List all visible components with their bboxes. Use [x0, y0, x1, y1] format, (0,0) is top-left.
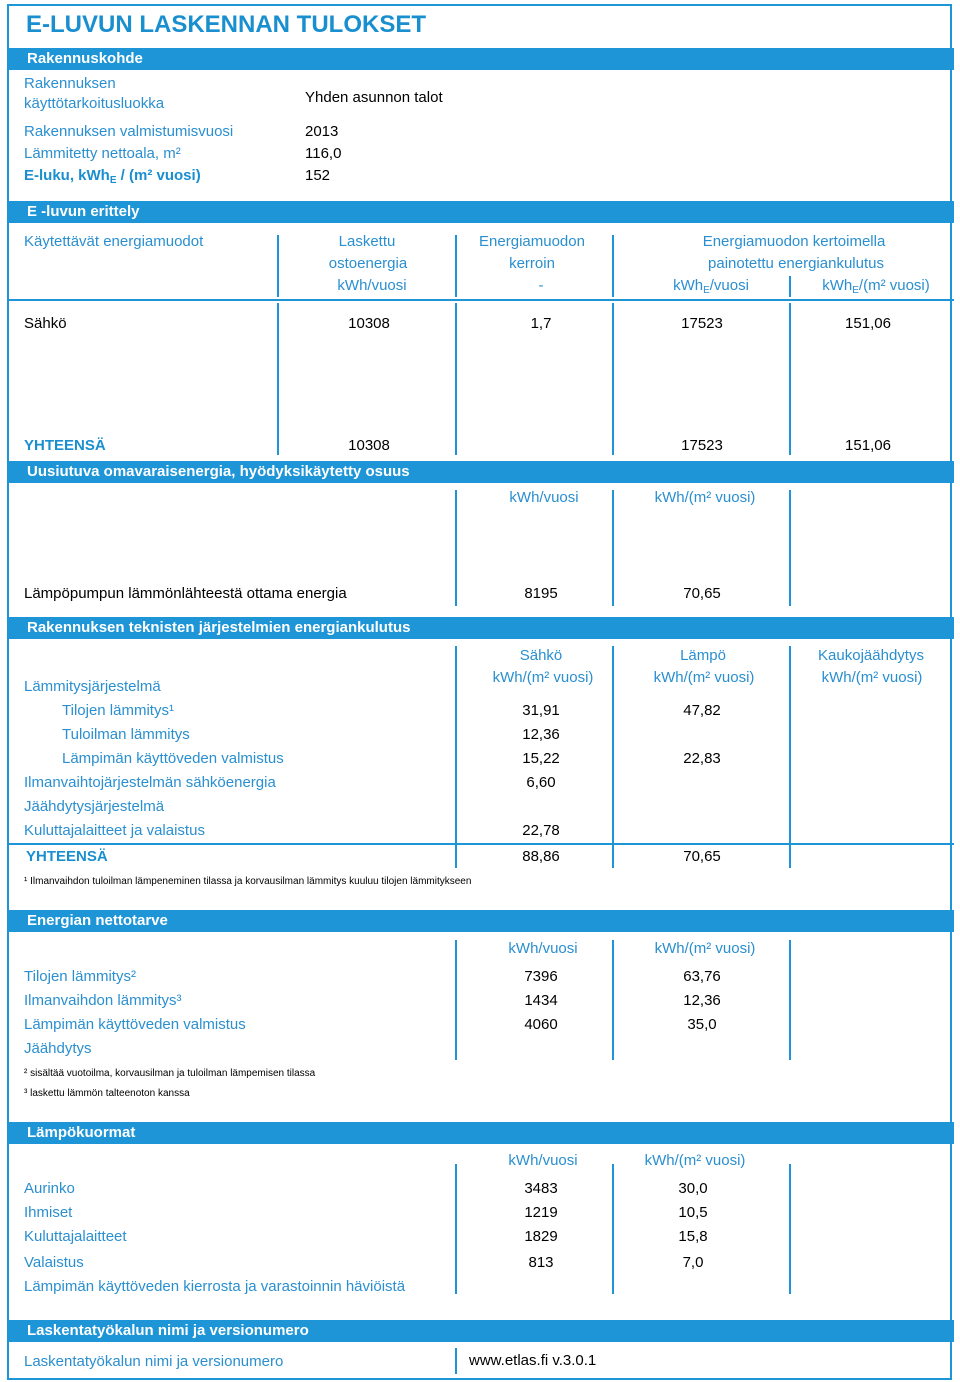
lampokuormat-row-v1: 813: [528, 1254, 554, 1271]
col-painotettu-unit-a: kWh$_E$/vuosi: [673, 277, 749, 296]
lampokuormat-row-label: Lämpimän käyttöveden kierrosta ja varastoinnin häviöistä: [24, 1278, 406, 1295]
tekniset-footnote: ¹ Ilmanvaihdon tuloilman lämpeneminen tilassa ja korvausilman lämmitys kuuluu tilojen lämmitykseen: [24, 876, 472, 887]
tekniset-tilojen-lampo: 47,82: [683, 702, 721, 719]
lampokuormat-row-v2: 7,0: [682, 1254, 704, 1271]
lampokuormat-row-v2: 15,8: [678, 1228, 708, 1245]
col-kerroin-l1: Energiamuodon: [479, 233, 585, 250]
nettotarve-row-v1: 7396: [524, 968, 558, 985]
row-label-sahko: Sähkö: [24, 315, 67, 332]
lampokuormat-row-v2: 30,0: [678, 1180, 708, 1197]
column-divider: [455, 646, 457, 868]
value-eluku: 152: [305, 167, 331, 184]
erittely-total-painotettu-m2: 151,06: [845, 437, 891, 454]
nettotarve-row-label: Ilmanvaihdon lämmitys³: [24, 992, 182, 1009]
lampokuormat-unit2: kWh/(m² vuosi): [644, 1152, 746, 1169]
nettotarve-row-v2: 35,0: [687, 1016, 717, 1033]
page-title: E-LUVUN LASKENNAN TULOKSET: [26, 11, 426, 38]
erittely-total-painotettu: 17523: [681, 437, 723, 454]
tekniset-jaahdytys-label: Jäähdytysjärjestelmä: [24, 798, 165, 815]
column-divider: [789, 1164, 791, 1294]
value-valmistumisvuosi: 2013: [305, 123, 339, 140]
tyokalu-value: www.etlas.fi v.3.0.1: [469, 1352, 597, 1369]
tekniset-kuluttaja-label: Kuluttajalaitteet ja valaistus: [24, 822, 205, 839]
erittely-total-label: YHTEENSÄ: [24, 437, 106, 454]
lampokuormat-row-v2: 10,5: [678, 1204, 708, 1221]
column-divider: [612, 1164, 614, 1294]
label-nettoala: Lämmitetty nettoala, m²: [24, 145, 181, 162]
value-kayttotarkoitus: Yhden asunnon talot: [305, 89, 443, 106]
tekniset-kayttovesi-label: Lämpimän käyttöveden valmistus: [62, 750, 284, 767]
column-divider: [612, 646, 614, 868]
tekniset-kuluttaja-sahko: 22,78: [522, 822, 560, 839]
tyokalu-label: Laskentatyökalun nimi ja versionumero: [24, 1353, 284, 1370]
section-header-nettotarve: Energian nettotarve: [9, 910, 954, 932]
nettotarve-row-label: Jäähdytys: [24, 1040, 92, 1057]
column-divider: [455, 235, 457, 297]
section-header-uusiutuva: Uusiutuva omavaraisenergia, hyödyksikäytetty osuus: [9, 461, 954, 483]
tekniset-kayttovesi-lampo: 22,83: [683, 750, 721, 767]
label-kayttotarkoitus-line2: käyttötarkoitusluokka: [24, 95, 165, 112]
column-divider: [612, 303, 614, 455]
column-divider: [455, 940, 457, 1060]
section-header-rakennuskohde: Rakennuskohde: [9, 48, 954, 70]
col-ostoenergia-unit: kWh/vuosi: [337, 277, 407, 294]
tekniset-col-lampo: Lämpö: [680, 647, 726, 664]
column-divider: [789, 276, 791, 297]
label-eluku: E-luku, kWh$_E$ / (m² vuosi): [24, 167, 201, 186]
uusiutuva-unit2: kWh/(m² vuosi): [654, 489, 756, 506]
section-header-tekniset: Rakennuksen teknisten järjestelmien energiankulutus: [9, 617, 954, 639]
lampokuormat-row-label: Aurinko: [24, 1180, 75, 1197]
row-sahko-painotettu: 17523: [681, 315, 723, 332]
tekniset-tuloilman-label: Tuloilman lämmitys: [62, 726, 190, 743]
label-valmistumisvuosi: Rakennuksen valmistumisvuosi: [24, 123, 234, 140]
col-painotettu-l1: Energiamuodon kertoimella: [702, 233, 886, 250]
col-painotettu-l2: painotettu energiankulutus: [708, 255, 884, 272]
tekniset-col-kauko: Kaukojäähdytys: [818, 647, 924, 664]
nettotarve-row-v1: 1434: [524, 992, 558, 1009]
col-ostoenergia-l1: Laskettu: [338, 233, 396, 250]
label-kayttotarkoitus-line1: Rakennuksen: [24, 75, 116, 92]
column-divider: [789, 646, 791, 868]
nettotarve-row-v2: 63,76: [683, 968, 721, 985]
column-divider: [277, 235, 279, 297]
uusiutuva-row-v2: 70,65: [683, 585, 721, 602]
nettotarve-footnote3: ³ laskettu lämmön talteenoton kanssa: [24, 1088, 190, 1099]
nettotarve-row-v2: 12,36: [683, 992, 721, 1009]
nettotarve-row-v1: 4060: [524, 1016, 558, 1033]
header-separator: [9, 299, 954, 301]
tekniset-total-sahko: 88,86: [522, 848, 560, 865]
col-painotettu-unit-b: kWh$_E$/(m² vuosi): [822, 277, 930, 296]
column-divider: [277, 303, 279, 455]
lampokuormat-row-label: Kuluttajalaitteet: [24, 1228, 127, 1245]
section-header-lampokuormat: Lämpökuormat: [9, 1122, 954, 1144]
column-divider: [789, 490, 791, 606]
lampokuormat-row-v1: 1219: [524, 1204, 558, 1221]
tekniset-ilmanvaihto-sahko: 6,60: [526, 774, 556, 791]
tekniset-tilojen-sahko: 31,91: [522, 702, 560, 719]
col-energiamuodot: Käytettävät energiamuodot: [24, 233, 204, 250]
tekniset-total-label: YHTEENSÄ: [26, 848, 108, 865]
uusiutuva-row-label: Lämpöpumpun lämmönlähteestä ottama energia: [24, 585, 347, 602]
tekniset-tuloilman-sahko: 12,36: [522, 726, 560, 743]
column-divider: [455, 1164, 457, 1294]
tekniset-col-sahko: Sähkö: [519, 647, 563, 664]
nettotarve-row-label: Lämpimän käyttöveden valmistus: [24, 1016, 246, 1033]
value-nettoala: 116,0: [305, 145, 342, 162]
column-divider: [789, 940, 791, 1060]
uusiutuva-unit1: kWh/vuosi: [509, 489, 579, 506]
lampokuormat-row-label: Ihmiset: [24, 1204, 73, 1221]
tekniset-kayttovesi-sahko: 15,22: [522, 750, 560, 767]
column-divider: [455, 1348, 457, 1374]
col-ostoenergia-l2: ostoenergia: [328, 255, 408, 272]
tekniset-ilmanvaihto-label: Ilmanvaihtojärjestelmän sähköenergia: [24, 774, 276, 791]
row-sahko-ostoenergia: 10308: [348, 315, 390, 332]
lampokuormat-row-v1: 3483: [524, 1180, 558, 1197]
section-header-erittely: E -luvun erittely: [9, 201, 954, 223]
column-divider: [612, 490, 614, 606]
nettotarve-unit2: kWh/(m² vuosi): [654, 940, 756, 957]
tekniset-unit-kauko: kWh/(m² vuosi): [821, 669, 923, 686]
uusiutuva-row-v1: 8195: [524, 585, 558, 602]
lampokuormat-row-v1: 1829: [524, 1228, 558, 1245]
nettotarve-unit1: kWh/vuosi: [508, 940, 578, 957]
total-separator: [9, 843, 954, 845]
column-divider: [789, 303, 791, 455]
tekniset-unit-sahko: kWh/(m² vuosi): [492, 669, 594, 686]
tekniset-lammitysjarjestelma: Lämmitysjärjestelmä: [24, 678, 161, 695]
col-kerroin-l2: kerroin: [509, 255, 555, 272]
column-divider: [612, 940, 614, 1060]
lampokuormat-unit1: kWh/vuosi: [508, 1152, 578, 1169]
section-header-tyokalu: Laskentatyökalun nimi ja versionumero: [9, 1320, 954, 1342]
tekniset-unit-lampo: kWh/(m² vuosi): [653, 669, 755, 686]
row-sahko-painotettu-m2: 151,06: [845, 315, 891, 332]
row-sahko-kerroin: 1,7: [530, 315, 552, 332]
lampokuormat-row-label: Valaistus: [24, 1254, 84, 1271]
column-divider: [612, 235, 614, 297]
erittely-total-ostoenergia: 10308: [348, 437, 390, 454]
column-divider: [455, 303, 457, 455]
nettotarve-footnote2: ² sisältää vuotoilma, korvausilman ja tuloilman lämpemisen tilassa: [24, 1068, 316, 1079]
column-divider: [455, 490, 457, 606]
tekniset-total-lampo: 70,65: [683, 848, 721, 865]
nettotarve-row-label: Tilojen lämmitys²: [24, 968, 136, 985]
col-kerroin-unit: -: [538, 277, 544, 294]
tekniset-tilojen-label: Tilojen lämmitys¹: [62, 702, 174, 719]
